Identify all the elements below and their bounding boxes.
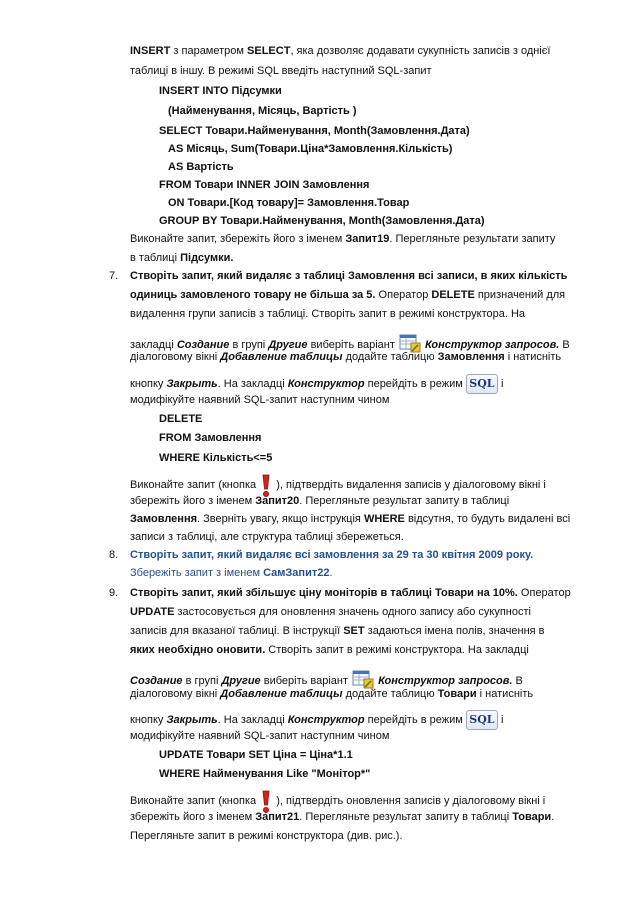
paragraph-line: діалоговому вікні Добавление таблицы додайте таблицю Товари і натисніть [130, 688, 534, 700]
paragraph-line: видалення групи записів з таблиці. Створіть запит в режимі конструктора. На [130, 308, 526, 320]
sql-code-line: SELECT Товари.Найменування, Month(Замовлення.Дата) [159, 125, 470, 137]
run-exclamation-icon [259, 474, 273, 496]
sql-code-line: WHERE Кількість<=5 [159, 452, 273, 464]
paragraph-line: одиниць замовленого товару не більша за 5. Оператор DELETE призначений для [130, 289, 566, 301]
list-number: 9. [109, 587, 119, 599]
sql-code-line: INSERT INTO Підсумки [159, 85, 282, 97]
paragraph-line: діалоговому вікні Добавление таблицы додайте таблицю Замовлення і натисніть [130, 351, 562, 363]
sql-code-line: WHERE Найменування Like "Монітор*" [159, 768, 371, 780]
sql-code-line: GROUP BY Товари.Найменування, Month(Замовлення.Дата) [159, 215, 485, 227]
paragraph-line: UPDATE застосовується для оновлення значень одного запису або сукупності [130, 606, 531, 618]
paragraph-line: кнопку Закрыть. На закладці Конструктор перейдіть в режим SQL і [130, 710, 503, 730]
sql-code-line: ON Товари.[Код товару]= Замовлення.Товар [168, 197, 410, 209]
paragraph-line: записів для вказаної таблиці. В інструкції SET задаються імена полів, значення в [130, 625, 545, 637]
sql-view-icon: SQL [466, 710, 498, 730]
paragraph-line: модифікуйте наявний SQL-запит наступним чином [130, 394, 390, 406]
sql-code-line: DELETE [159, 413, 203, 425]
sql-code-line: AS Місяць, Sum(Товари.Ціна*Замовлення.Кількість) [168, 143, 453, 155]
sql-code-line: FROM Замовлення [159, 432, 262, 444]
sql-code-line: (Найменування, Місяць, Вартість ) [168, 105, 357, 117]
list-number: 7. [109, 270, 119, 282]
task-heading: Створіть запит, який видаляє з таблиці Замовлення всі записи, в яких кількість [130, 270, 568, 282]
paragraph-line: Збережіть запит з іменем СамЗапит22. [130, 567, 333, 579]
paragraph-line: в таблиці Підсумки. [130, 252, 234, 264]
sql-view-icon: SQL [466, 374, 498, 394]
paragraph-line: Замовлення. Зверніть увагу, якщо інструкція WHERE відсутня, то будуть видалені всі [130, 513, 571, 525]
paragraph-line: збережіть його з іменем Запит20. Перегляньте результат запиту в таблиці [130, 495, 510, 507]
paragraph-line: модифікуйте наявний SQL-запит наступним чином [130, 730, 390, 742]
paragraph-line: яких необхідно оновити. Створіть запит в режимі конструктора. На закладці [130, 644, 529, 656]
paragraph-line: таблиці в іншу. В режимі SQL введіть наступний SQL-запит [130, 65, 432, 77]
paragraph-line: записи з таблиці, але структура таблиці збережеться. [130, 531, 404, 543]
paragraph-line: Виконайте запит (кнопка ), підтвердіть видалення записів у діалоговому вікні і [130, 474, 546, 496]
paragraph-line: кнопку Закрыть. На закладці Конструктор перейдіть в режим SQL і [130, 374, 503, 394]
sql-code-line: AS Вартість [168, 161, 234, 173]
paragraph-line: INSERT з параметром SELECT, яка дозволяє додавати сукупність записів з однієї [130, 45, 551, 57]
paragraph-line: Виконайте запит (кнопка ), підтвердіть оновлення записів у діалоговому вікні і [130, 790, 545, 812]
list-number: 8. [109, 549, 119, 561]
task-heading: Створіть запит, який збільшує ціну моніторів в таблиці Товари на 10%. Оператор [130, 587, 571, 599]
task-heading: Створіть запит, який видаляє всі замовлення за 29 та 30 квітня 2009 року. [130, 549, 534, 561]
paragraph-line: Виконайте запит, збережіть його з іменем Запит19. Перегляньте результати запиту [130, 233, 556, 245]
paragraph-line: Перегляньте запит в режимі конструктора (див. рис.). [130, 830, 403, 842]
run-exclamation-icon [259, 790, 273, 812]
sql-code-line: UPDATE Товари SET Ціна = Ціна*1.1 [159, 749, 353, 761]
paragraph-line: Создание в групі Другие виберіть варіант Конструктор запросов. В [130, 668, 523, 694]
paragraph-line: закладці Создание в групі Другие виберіть варіант Конструктор запросов. В [130, 332, 570, 358]
paragraph-line: збережіть його з іменем Запит21. Перегляньте результат запиту в таблиці Товари. [130, 811, 555, 823]
sql-code-line: FROM Товари INNER JOIN Замовлення [159, 179, 370, 191]
